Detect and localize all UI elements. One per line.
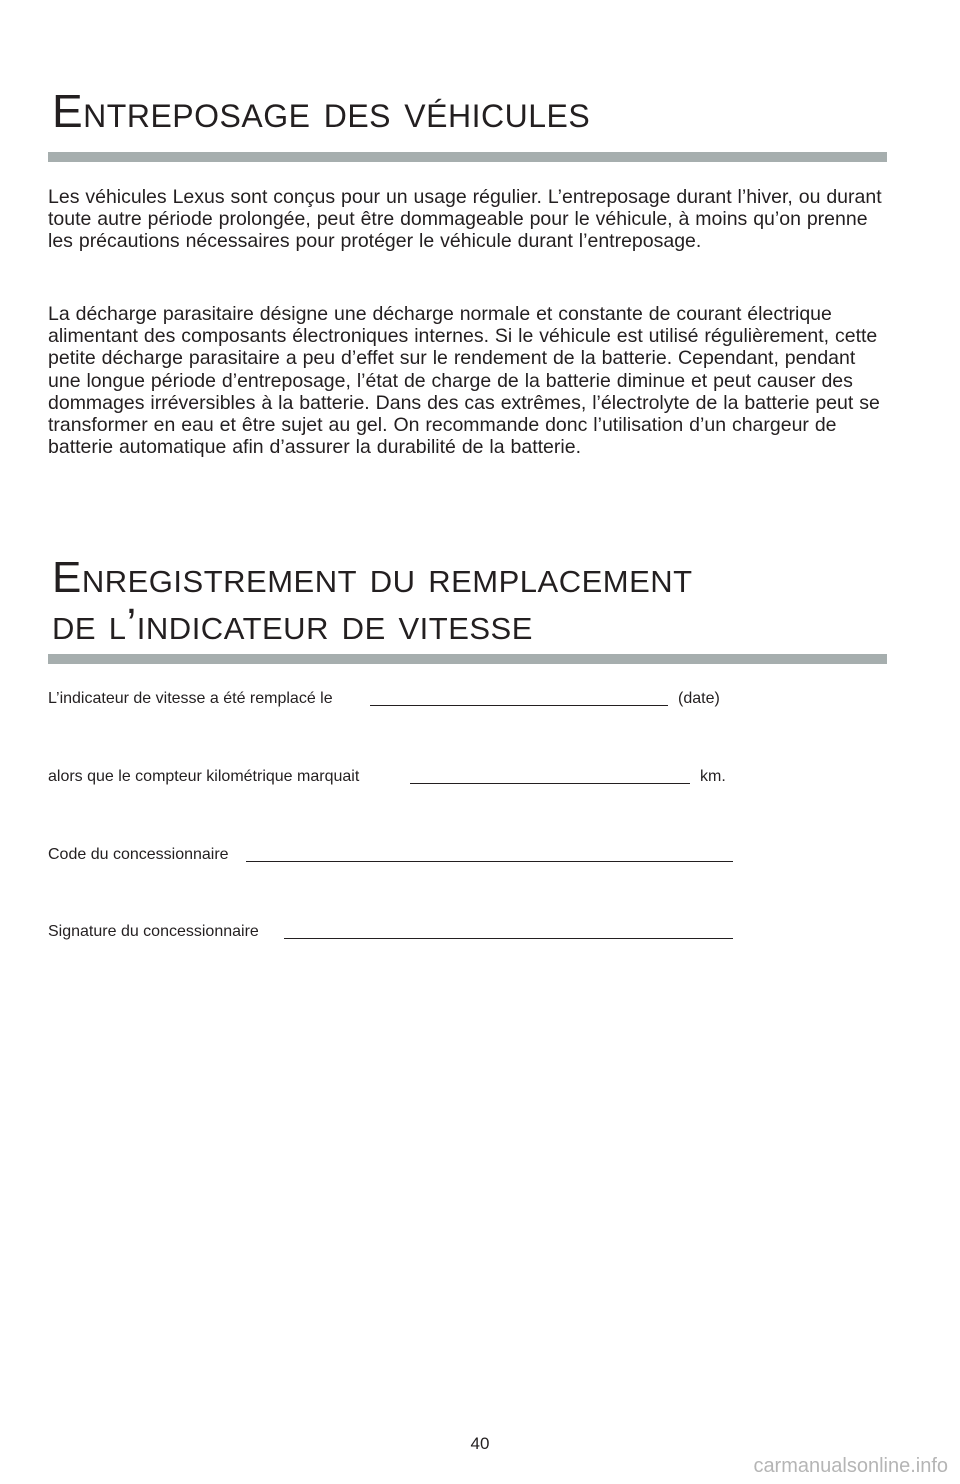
section-title-speedometer-line2: de l’indicateur de vitesse	[52, 600, 533, 649]
section-title-storage: Entreposage des véhicules	[52, 85, 591, 137]
odometer-unit: km.	[700, 768, 726, 785]
replacement-date-suffix: (date)	[678, 690, 720, 707]
dealer-code-label: Code du concessionnaire	[48, 846, 229, 863]
section-divider	[48, 152, 887, 162]
watermark: carmanualsonline.info	[753, 1455, 948, 1477]
odometer-label: alors que le compteur kilométrique marquait	[48, 768, 360, 785]
dealer-code-blank	[246, 861, 733, 862]
odometer-blank	[410, 783, 690, 784]
replacement-date-label: L’indicateur de vitesse a été remplacé le	[48, 690, 333, 707]
section-title-speedometer-line1: Enregistrement du remplacement	[52, 553, 693, 602]
dealer-signature-label: Signature du concessionnaire	[48, 923, 259, 940]
page-number: 40	[470, 1434, 490, 1453]
dealer-signature-blank	[284, 938, 733, 939]
section-divider	[48, 654, 887, 664]
storage-paragraph-2: La décharge parasitaire désigne une décharge normale et constante de courant électrique alimentant des composants électroniques internes. Si le véhicule est utilisé régulièrement, cette petite décharge parasitaire a peu d’effet sur le rendement de la batterie. Cependant, pendant une longue période d’entreposage, l’état de charge de la batterie diminue et peut causer des dommages irréversibles à la batterie. Dans des cas extrêmes, l’électrolyte de la batterie peut se transformer en eau et être sujet au gel. On recommande donc l’utilisation d’un chargeur de batterie automatique afin d’assurer la durabilité de la batterie.	[48, 303, 880, 459]
replacement-date-blank	[370, 705, 668, 706]
storage-paragraph-1: Les véhicules Lexus sont conçus pour un usage régulier. L’entreposage durant l’hiver, ou durant toute autre période prolongée, peut être dommageable pour le véhicule, à moins qu’on prenne les précautions nécessaires pour protéger le véhicule durant l’entreposage.	[48, 186, 882, 253]
